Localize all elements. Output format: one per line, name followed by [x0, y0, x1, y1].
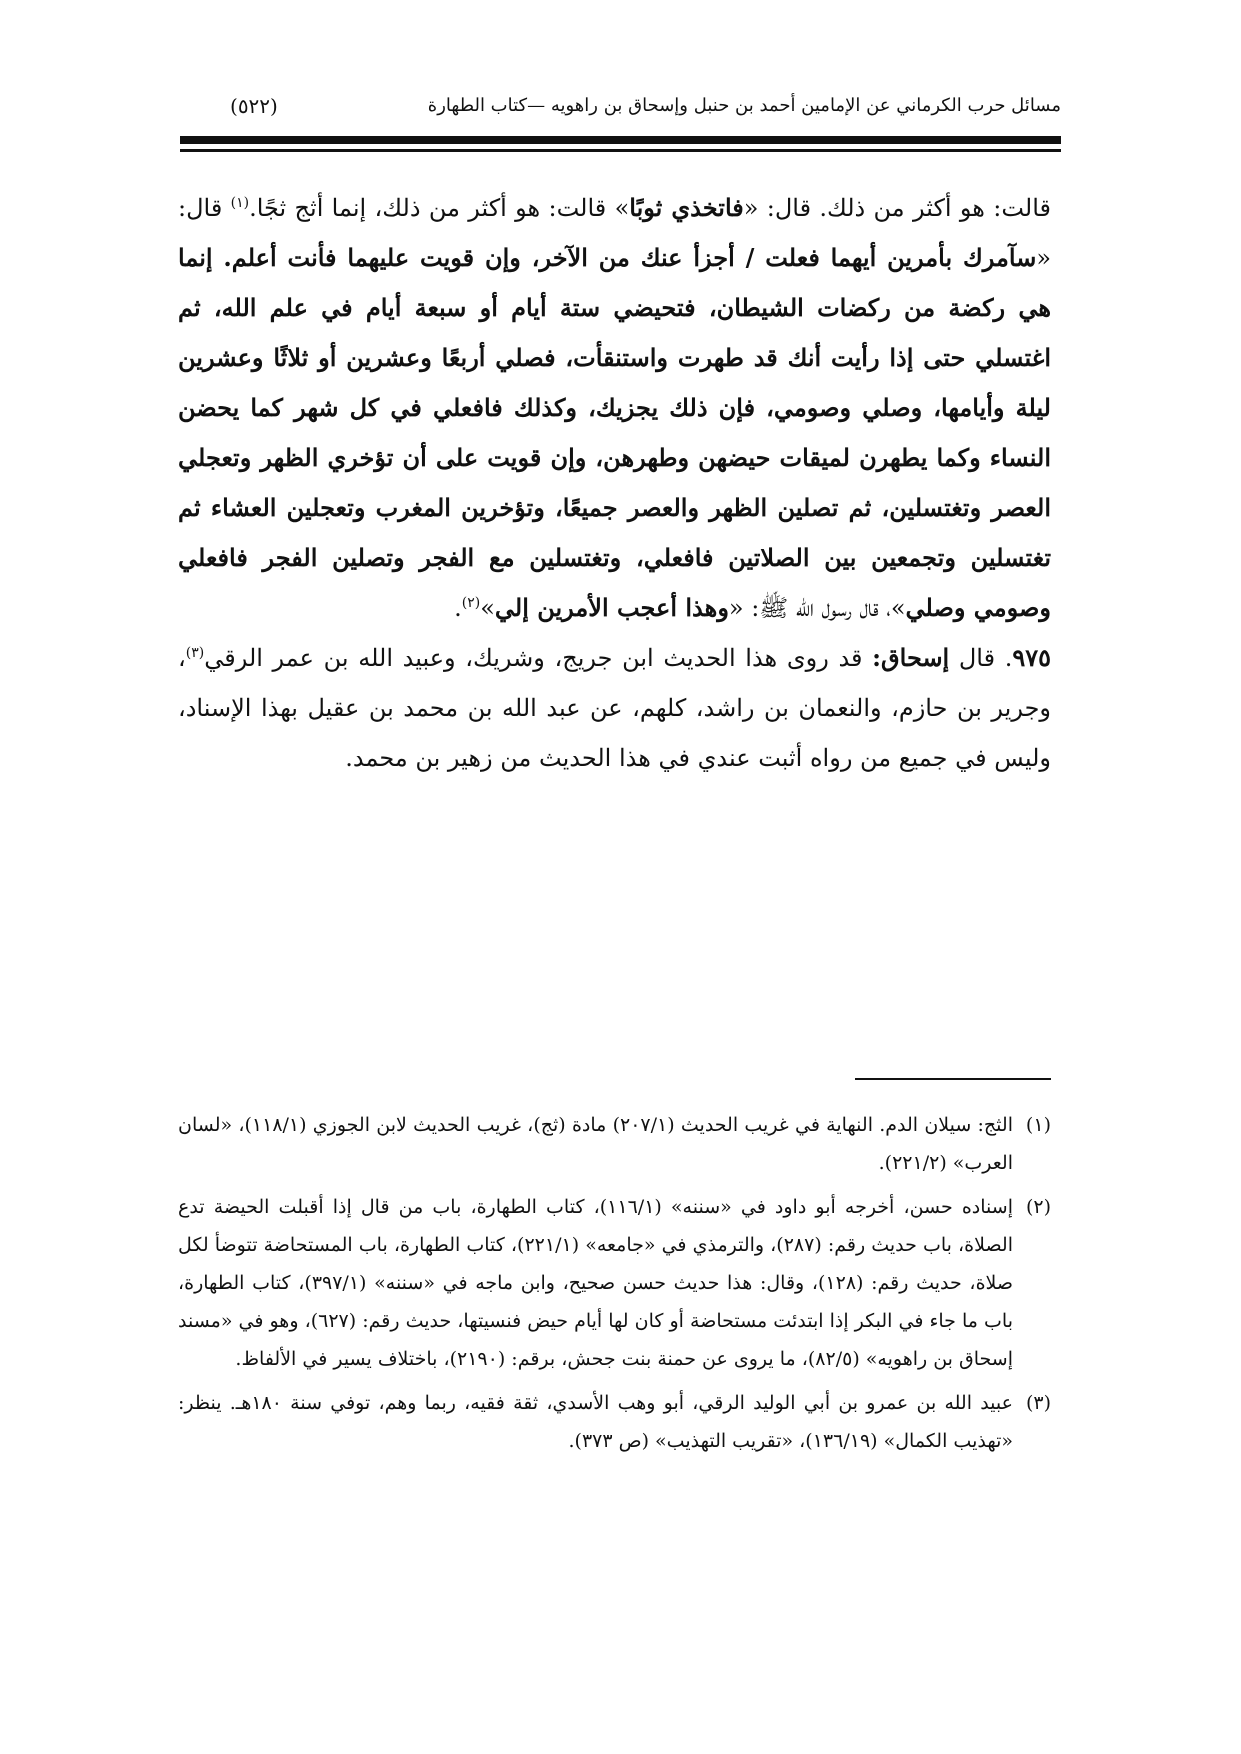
text-span: » قالت: هو أكثر من ذلك، إنما أثج ثجًا. — [249, 194, 630, 222]
speaker-name: إسحاق: — [872, 643, 950, 672]
entry-number: ٩٧٥ — [1012, 643, 1052, 672]
footnote-number: (٣) — [1025, 1392, 1051, 1414]
text-span: »، قال رسول الله ﷺ: « — [728, 594, 906, 622]
main-text — [178, 183, 1051, 783]
running-header — [230, 86, 1061, 126]
footnote-3 — [178, 1384, 1051, 1460]
footnote-1 — [178, 1106, 1051, 1182]
text-span: قد روى هذا الحديث ابن جريج، وشريك، وعبيد الله بن عمر الرقي — [204, 644, 873, 672]
footnote-ref-1[interactable]: (١) — [230, 195, 250, 211]
text-span: » — [480, 594, 495, 622]
footnote-2 — [178, 1188, 1051, 1378]
header-title: مسائل حرب الكرماني عن الإمامين أحمد بن حنبل وإسحاق بن راهويه —كتاب الطهارة — [427, 95, 1061, 116]
header-rule-thick — [180, 136, 1061, 144]
bold-quote: وهذا أعجب الأمرين إلي — [494, 593, 729, 622]
footnote-number: (١) — [1025, 1114, 1051, 1136]
hadith-paragraph — [178, 183, 1051, 633]
footnote-ref-2[interactable]: (٢) — [461, 595, 481, 611]
text-span: قال: « — [178, 194, 1051, 272]
footnotes — [178, 1106, 1051, 1466]
text-span: . قال — [949, 644, 1013, 672]
bold-quote: سآمرك بأمرين أيهما فعلت / أجزأ عنك من الآخر، وإن قويت عليهما فأنت أعلم. إنما هي ركضة من ركضات الشيطان، فتحيضي ستة أيام أو سبعة أيام في علم الله، ثم اغتسلي حتى إذا رأيت أنك قد طهرت واستنقأت، فصلي أربعًا وعشرين أو ثلاثًا وعشرين ليلة وأيامها، وصلي وصومي، فإن ذلك يجزيك، وكذلك فافعلي في كل شهر كما يحضن النساء وكما يطهرن لميقات حيضهن وطهرهن، وإن قويت على أن تؤخري الظهر وتعجلي العصر وتغتسلين، ثم تصلين الظهر والعصر جميعًا، وتؤخرين المغرب وتعجلين العشاء ثم تغتسلين وتجمعين بين الصلاتين فافعلي، وتغتسلين مع الفجر وتصلين الفجر فافعلي وصومي وصلي — [178, 243, 1051, 622]
footnote-ref-3[interactable]: (٣) — [185, 645, 205, 661]
bold-quote: فاتخذي ثوبًا — [629, 193, 744, 222]
text-span: . — [454, 594, 462, 622]
text-span: قالت: هو أكثر من ذلك. قال: « — [743, 194, 1051, 222]
footnote-text: الثج: سيلان الدم. النهاية في غريب الحديث (٢٠٧/١) مادة (ثج)، غريب الحديث لابن الجوزي (١١٨/١)، «لسان العرب» (٢٢١/٢). — [178, 1114, 1013, 1174]
page-number: (٥٢٢) — [230, 94, 278, 118]
footnote-separator — [855, 1078, 1051, 1080]
header-rule-thin — [180, 149, 1061, 152]
footnote-number: (٢) — [1025, 1196, 1051, 1218]
entry-975 — [178, 633, 1051, 783]
footnote-text: إسناده حسن، أخرجه أبو داود في «سننه» (١١٦/١)، كتاب الطهارة، باب من قال إذا أقبلت الحيضة تدع الصلاة، باب حديث رقم: (٢٨٧)، والترمذي في «جامعه» (٢٢١/١)، كتاب الطهارة، باب المستحاضة تتوضأ لكل صلاة، حديث رقم: (١٢٨)، وقال: هذا حديث حسن صحيح، وابن ماجه في «سننه» (٣٩٧/١)، كتاب الطهارة، باب ما جاء في البكر إذا ابتدئت مستحاضة أو كان لها أيام حيض فنسيتها، حديث رقم: (٦٢٧)، وهو في «مسند إسحاق بن راهويه» (٨٢/٥)، ما يروى عن حمنة بنت جحش، برقم: (٢١٩٠)، باختلاف يسير في الألفاظ. — [178, 1196, 1013, 1370]
text-span: ، وجرير بن حازم، والنعمان بن راشد، كلهم، عن عبد الله بن محمد بن عقيل بهذا الإسناد، وليس في جميع من رواه أثبت عندي في هذا الحديث من زهير بن محمد. — [178, 644, 1051, 772]
footnote-text: عبيد الله بن عمرو بن أبي الوليد الرقي، أبو وهب الأسدي، ثقة فقيه، ربما وهم، توفي سنة ١٨٠هـ. ينظر: «تهذيب الكمال» (١٣٦/١٩)، «تقريب التهذيب» (ص ٣٧٣). — [178, 1392, 1013, 1452]
